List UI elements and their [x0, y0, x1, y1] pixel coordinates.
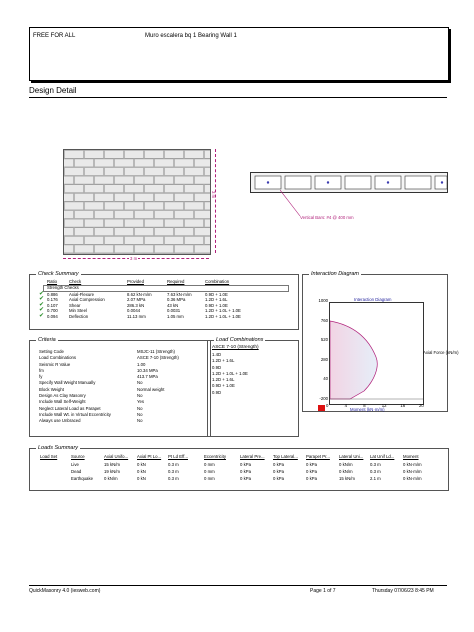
brick [95, 228, 114, 236]
brick [175, 211, 194, 219]
brick [105, 185, 124, 193]
y-tick-label: -200 [319, 395, 328, 401]
loads-header-cell: Lateral Pre... [240, 454, 265, 459]
brick [155, 176, 174, 184]
brick [185, 236, 204, 244]
brick [185, 202, 204, 210]
check-cell: 8.62 kN·m/m [127, 292, 152, 297]
brick [135, 176, 154, 184]
brick [145, 236, 164, 244]
loads-header-cell: Pt Ld Eff... [168, 454, 188, 459]
y-tick-label: 520 [320, 337, 328, 342]
brick [65, 185, 84, 193]
brick [65, 202, 84, 210]
loads-cell: 0.3 m [168, 462, 179, 467]
brick [95, 245, 114, 253]
header-left-text: FREE FOR ALL [33, 33, 76, 39]
check-cell: 11.13 mm [127, 313, 146, 319]
criteria-title: Criteria [38, 337, 56, 343]
check-cell: 1.05 mm [167, 313, 184, 319]
check-summary-title: Check Summary [38, 271, 79, 277]
loads-header-cell: Load Set [40, 454, 58, 459]
loads-cell: 15 kN/m [104, 462, 120, 467]
x-tick-label: 12 [381, 403, 387, 408]
load-combination-item: 1.2D + 1.0L + 1.0E [212, 370, 248, 376]
loads-cell: 19 kN/m [104, 469, 120, 474]
brick [165, 185, 184, 193]
brick [125, 219, 144, 227]
load-combinations-list [212, 352, 292, 396]
brick [105, 236, 124, 244]
brick [75, 228, 94, 236]
criteria-label: Block Weight [39, 386, 64, 392]
brick [185, 185, 204, 193]
check-cell: 0.094 [47, 313, 58, 319]
brick [205, 236, 211, 244]
header-box [29, 27, 449, 81]
loads-cell: 0.3 m [168, 469, 179, 474]
criteria-value: ASCE 7-10 (Strength) [137, 355, 179, 361]
criteria-label: Seismic R Value [39, 361, 71, 367]
load-combination-item: 1.2D + 1.6L [212, 358, 235, 364]
brick [185, 219, 204, 227]
brick-pattern [64, 150, 210, 254]
section-title: Design Detail [29, 86, 77, 95]
wall-height-dim: 3 m [211, 191, 217, 199]
brick [75, 245, 94, 253]
loads-header-cell: Top Lateral... [273, 454, 298, 459]
brick [75, 211, 94, 219]
brick [165, 202, 184, 210]
brick [115, 228, 134, 236]
check-cell: Axial Compression [69, 297, 105, 303]
criteria-value: 413.7 MPa [137, 374, 158, 380]
loads-cell: 0 kN/m [339, 469, 353, 474]
check-summary-table [39, 279, 289, 319]
criteria-row [39, 418, 209, 424]
brick [105, 202, 124, 210]
x-tick-label: 8 [363, 403, 366, 408]
check-cell: 0.0031 [167, 308, 181, 314]
col-check: Check [69, 279, 82, 284]
brick [195, 193, 211, 201]
loads-cell: 0 kN/m [339, 462, 353, 467]
criteria-value: 10.34 MPa [137, 367, 158, 373]
loads-header-cell: Lat Unif Ld... [370, 454, 395, 459]
loads-cell: 0 kN·m/m [403, 469, 422, 474]
criteria-label: Include Wall Wt. in Virtual Eccentricity [39, 411, 111, 417]
brick [85, 150, 104, 158]
check-cell: Axial-Flexure [69, 292, 95, 297]
brick [125, 254, 144, 255]
x-tick-label: 20 [419, 403, 424, 408]
check-pass-icon: ✔ [39, 301, 45, 308]
brick [65, 168, 84, 176]
brick [75, 193, 94, 201]
loads-header-cell: Source [71, 454, 85, 459]
check-pass-icon: ✔ [39, 291, 45, 297]
brick [155, 211, 174, 219]
loads-header-cell: Axial Pt Lo... [137, 454, 162, 459]
load-combination-item: 0.9D [212, 389, 222, 395]
loads-cell: 0 kPa [240, 476, 251, 481]
brick [145, 150, 164, 158]
criteria-table [39, 349, 209, 425]
brick [175, 228, 194, 236]
brick [65, 236, 84, 244]
brick [165, 254, 184, 255]
loads-cell: 0 mm [204, 476, 215, 481]
loads-cell: 0.3 m [370, 469, 381, 474]
loads-cell: 0 kPa [273, 476, 284, 481]
brick [95, 193, 114, 201]
brick [195, 176, 211, 184]
brick [195, 159, 211, 167]
criteria-value: MSJC-11 (Strength) [137, 349, 175, 354]
loads-cell: Live [71, 462, 79, 467]
loads-cell: 0 mm [204, 462, 215, 467]
brick [125, 168, 144, 176]
brick [155, 245, 174, 253]
brick [75, 176, 94, 184]
criteria-label: fm [39, 367, 44, 373]
height-dim-line [215, 149, 216, 253]
brick [135, 193, 154, 201]
loads-cell: 0 kPa [240, 469, 251, 474]
brick [85, 254, 104, 255]
x-tick-label: 0 [326, 403, 329, 408]
check-cell: 0.9D + 1.0E [205, 292, 228, 297]
y-tick-label: 1000 [318, 298, 328, 303]
header-title: Muro escalera bq 1 Bearing Wall 1 [145, 33, 237, 39]
footer-page-number: Page 1 of 7 [310, 588, 336, 594]
brick [175, 193, 194, 201]
loads-header-cell: Axial Unifo... [104, 454, 129, 459]
criteria-value: Yes [137, 399, 145, 405]
brick [105, 254, 124, 255]
load-combination-item: 0.9D [212, 364, 222, 370]
brick [155, 193, 174, 201]
strength-checks-bar [43, 285, 289, 292]
check-pass-icon: ✔ [39, 312, 45, 319]
criteria-value: No [137, 380, 143, 386]
check-cell: 0.886 [47, 292, 58, 297]
loads-cell: 0 mm [204, 469, 215, 474]
criteria-label: Neglect Lateral Load as Parapet [39, 405, 101, 411]
check-cell: 0.107 [47, 302, 58, 308]
brick [95, 211, 114, 219]
brick [115, 245, 134, 253]
loads-cell: 0 kPa [306, 476, 317, 481]
brick [95, 159, 114, 167]
brick [165, 150, 184, 158]
loads-header-cell: Eccentricity [204, 454, 226, 459]
check-cell: Shear [69, 302, 81, 308]
brick [115, 211, 134, 219]
brick [205, 185, 211, 193]
load-combinations-title: Load Combinations [216, 337, 264, 343]
check-cell: 0.36 MPa [167, 297, 186, 303]
check-cell: Deflection [69, 313, 89, 319]
brick [155, 159, 174, 167]
brick [64, 211, 74, 219]
brick [115, 176, 134, 184]
brick [145, 219, 164, 227]
loads-cell: 0 kPa [306, 462, 317, 467]
brick [195, 211, 211, 219]
brick [165, 236, 184, 244]
check-cell: Min Steel [69, 308, 87, 314]
loads-cell: Dead [71, 469, 82, 474]
check-row [39, 314, 289, 319]
criteria-label: fy [39, 374, 43, 380]
criteria-value: No [137, 393, 143, 399]
brick [175, 245, 194, 253]
y-tick-label: 40 [323, 376, 328, 381]
brick [185, 168, 204, 176]
criteria-value: No [137, 411, 143, 417]
brick [175, 159, 194, 167]
plot-title: Interaction Diagram [354, 297, 392, 302]
brick [145, 185, 164, 193]
interaction-curve [330, 303, 423, 404]
brick [65, 254, 84, 255]
wall-width-dim: 3 m [130, 256, 138, 261]
loads-cell: 0 kN·m/m [403, 462, 422, 467]
loads-summary-table [37, 454, 442, 486]
rebar-note: Vertical Bars: #4 @ 400 mm [300, 215, 354, 220]
interaction-diagram-title: Interaction Diagram [311, 271, 359, 277]
loads-cell: 0 kPa [240, 462, 251, 467]
brick [145, 254, 164, 255]
load-combination-item: 1.4D [212, 352, 222, 357]
footer-datetime: Thursday 07/06/23 8:45 PM [372, 588, 434, 594]
brick [145, 168, 164, 176]
brick [75, 159, 94, 167]
brick [185, 150, 204, 158]
brick [105, 150, 124, 158]
loads-cell: 0 kN/m [104, 476, 118, 481]
brick [135, 211, 154, 219]
brick [165, 168, 184, 176]
brick [195, 228, 211, 236]
brick [64, 228, 74, 236]
brick [205, 219, 211, 227]
brick [64, 193, 74, 201]
brick [195, 245, 211, 253]
brick [115, 193, 134, 201]
criteria-label: Setting Code [39, 349, 64, 354]
criteria-label: Always use Unbraced [39, 418, 81, 424]
wall-elevation [63, 149, 211, 255]
section-divider [29, 97, 447, 98]
loads-cell: 0 kN [137, 476, 146, 481]
loads-header-cell: Moment [403, 454, 419, 459]
y-tick-label: 280 [320, 356, 328, 362]
loads-cell: 0 kPa [306, 469, 317, 474]
loads-cell: 0.3 m [168, 476, 179, 481]
loads-cell: 0 kPa [273, 469, 284, 474]
interaction-plot-area [329, 302, 424, 405]
load-combination-item: 1.2D + 1.6L [212, 377, 235, 383]
col-combination: Combination [205, 279, 230, 284]
check-pass-icon: ✔ [39, 307, 45, 314]
criteria-value: Normal weight [137, 386, 165, 392]
loads-cell: 2.1 m [370, 476, 381, 481]
loads-header-cell: Lateral Uni... [339, 454, 364, 459]
brick [85, 219, 104, 227]
check-cell: 43 kN [167, 302, 179, 308]
check-cell: 2.07 MPa [127, 297, 146, 303]
brick [125, 236, 144, 244]
brick [64, 245, 74, 253]
brick [155, 228, 174, 236]
loads-header-cell: Parapet Pr... [306, 454, 330, 459]
loads-cell: 0 kN·m/m [403, 476, 422, 481]
brick [85, 202, 104, 210]
loads-cell: 15 kN/m [339, 476, 355, 481]
brick [105, 168, 124, 176]
brick [64, 159, 74, 167]
footer-divider [29, 585, 447, 586]
brick [135, 228, 154, 236]
brick [145, 202, 164, 210]
loads-cell: Earthquake [71, 476, 93, 481]
check-cell: 0.0044 [127, 308, 141, 314]
brick [85, 185, 104, 193]
check-cell: 1.2D + 1.0L + 1.0E [205, 313, 241, 319]
criteria-label: Include Wall Self-Weight [39, 399, 86, 405]
load-combination-item: 0.9D + 1.0E [212, 383, 235, 389]
loads-cell: 0.3 m [370, 462, 381, 467]
check-cell: 1.2D + 1.0L + 1.0E [205, 308, 241, 314]
brick [105, 219, 124, 227]
brick [185, 254, 204, 255]
check-cell: 0.9D + 1.0E [205, 302, 228, 308]
check-cell: 1.2D + 1.6L [205, 297, 228, 303]
brick [165, 219, 184, 227]
brick [125, 202, 144, 210]
loads-cell: 0 kPa [273, 462, 284, 467]
brick [65, 150, 84, 158]
y-tick-label: 760 [320, 317, 328, 323]
check-cell: 286.3 kN [127, 302, 145, 308]
criteria-label: Specify Wall Weight Manually [39, 380, 96, 386]
check-cell: 7.63 kN·m/m [167, 292, 192, 297]
brick [205, 202, 211, 210]
load-point-marker [318, 405, 325, 411]
brick [115, 159, 134, 167]
col-provided: Provided [127, 279, 144, 284]
brick [135, 245, 154, 253]
x-tick-label: 4 [344, 403, 347, 408]
criteria-label: Design As Clay Masonry [39, 393, 86, 399]
brick [135, 159, 154, 167]
brick [125, 150, 144, 158]
strength-checks-label: Strength Checks [47, 285, 79, 290]
brick [95, 176, 114, 184]
criteria-value: No [137, 405, 143, 411]
brick [65, 219, 84, 227]
check-cell: 0.700 [47, 308, 58, 314]
col-ratio: Ratio [47, 279, 58, 284]
brick [205, 168, 211, 176]
footer-software: QuickMasonry 4.0 (iesweb.com) [29, 588, 101, 594]
brick [205, 254, 211, 255]
col-required: Required [167, 279, 185, 284]
brick [175, 176, 194, 184]
load-combinations-heading: ASCE 7-10 (Strength) [212, 345, 259, 350]
brick [85, 168, 104, 176]
loads-cell: 0 kN [137, 469, 146, 474]
criteria-value: 1.00 [137, 361, 146, 367]
criteria-label: Load Combinations [39, 355, 77, 361]
check-pass-icon: ✔ [39, 296, 45, 303]
check-cell: 0.176 [47, 297, 58, 303]
loads-summary-title: Loads Summary [38, 445, 79, 451]
brick [205, 150, 211, 158]
loads-cell: 0 kN [137, 462, 146, 467]
x-axis-label: Moment (kN·m/m) [350, 407, 385, 412]
criteria-value: No [137, 418, 143, 424]
brick [125, 185, 144, 193]
brick [85, 236, 104, 244]
x-tick-label: 16 [400, 403, 406, 408]
y-axis-label: Axial Force (kN/m) [423, 350, 459, 355]
brick [64, 176, 74, 184]
